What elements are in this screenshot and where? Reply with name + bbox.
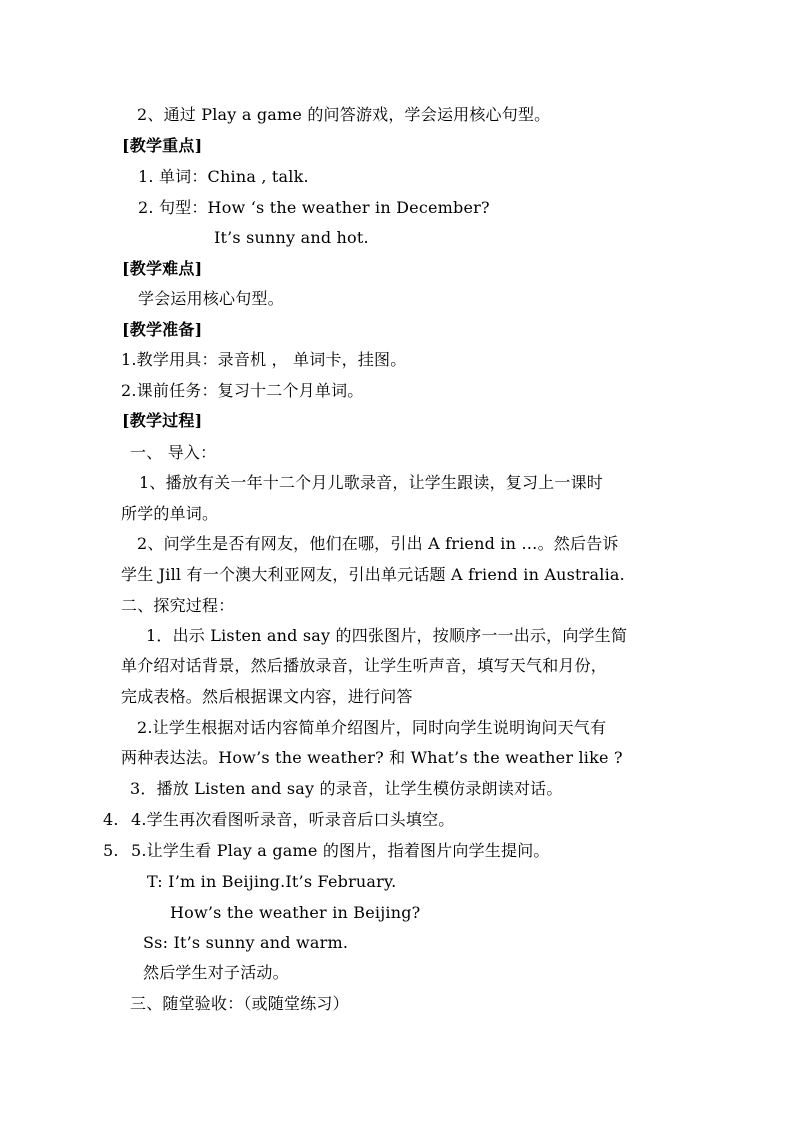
prep-line-2: 2.课前任务：复习十二个月单词。 [121,381,364,400]
section-2-item-1-line-2: 单介绍对话背景，然后播放录音，让学生听声音，填写天气和月份， [121,656,608,675]
section-2-item-4: 4.学生再次看图听录音，听录音后口头填空。 [131,810,455,829]
prep-line-1: 1.教学用具：录音机 ， 单词卡，挂图。 [121,350,407,369]
heading-process: [教学过程] [122,411,203,430]
key-vocab-line: 1. 单词：China , talk. [138,167,309,186]
difficulty-line: 学会运用核心句型。 [138,289,284,308]
list-number-5: 5. [103,841,119,860]
section-2-item-3: 3．播放 Listen and say 的录音，让学生模仿录朗读对话。 [130,779,563,798]
section-2-item-5: 5.让学生看 Play a game 的图片，指着图片向学生提问。 [131,841,550,860]
section-1-item-1-line-2: 所学的单词。 [121,504,219,523]
section-1-item-2-line-1: 2、问学生是否有网友，他们在哪，引出 A friend in …。然后告诉 [137,534,619,553]
section-1-item-1-line-1: 1、播放有关一年十二个月儿歌录音，让学生跟读，复习上一课时 [139,473,603,492]
goal-line: 2、通过 Play a game 的问答游戏，学会运用核心句型。 [137,105,551,124]
section-2-title: 二、探究过程： [121,596,235,615]
section-2-item-1-line-1: 1．出示 Listen and say 的四张图片，按顺序一一出示，向学生简 [146,626,628,645]
section-2-item-2-line-1: 2.让学生根据对话内容简单介绍图片，同时向学生说明询问天气有 [137,718,607,737]
section-1-item-2-line-2: 学生 Jill 有一个澳大利亚网友，引出单元话题 A friend in Australia. [121,565,625,584]
dialog-students-line: Ss: It’s sunny and warm. [143,933,349,952]
section-2-item-1-line-3: 完成表格。然后根据课文内容，进行问答 [121,687,413,706]
pair-activity-line: 然后学生对子活动。 [143,963,289,982]
heading-difficulties: [教学难点] [122,259,203,278]
heading-key-points: [教学重点] [122,136,203,155]
dialog-teacher-line-2: How’s the weather in Beijing? [170,903,421,922]
dialog-teacher-line-1: T: I’m in Beijing.It’s February. [147,872,397,891]
section-2-item-2-line-2: 两种表达法。How’s the weather? 和 What’s the weather like ? [121,748,623,767]
section-1-title: 一、 导入： [130,443,217,462]
heading-preparation: [教学准备] [122,320,203,339]
section-3-title: 三、随堂验收：（或随堂练习） [130,994,349,1013]
list-number-4: 4. [103,810,119,829]
key-sentence-line: 2. 句型：How ‘s the weather in December? [138,198,490,217]
key-sentence-answer-line: It’s sunny and hot. [214,228,369,247]
